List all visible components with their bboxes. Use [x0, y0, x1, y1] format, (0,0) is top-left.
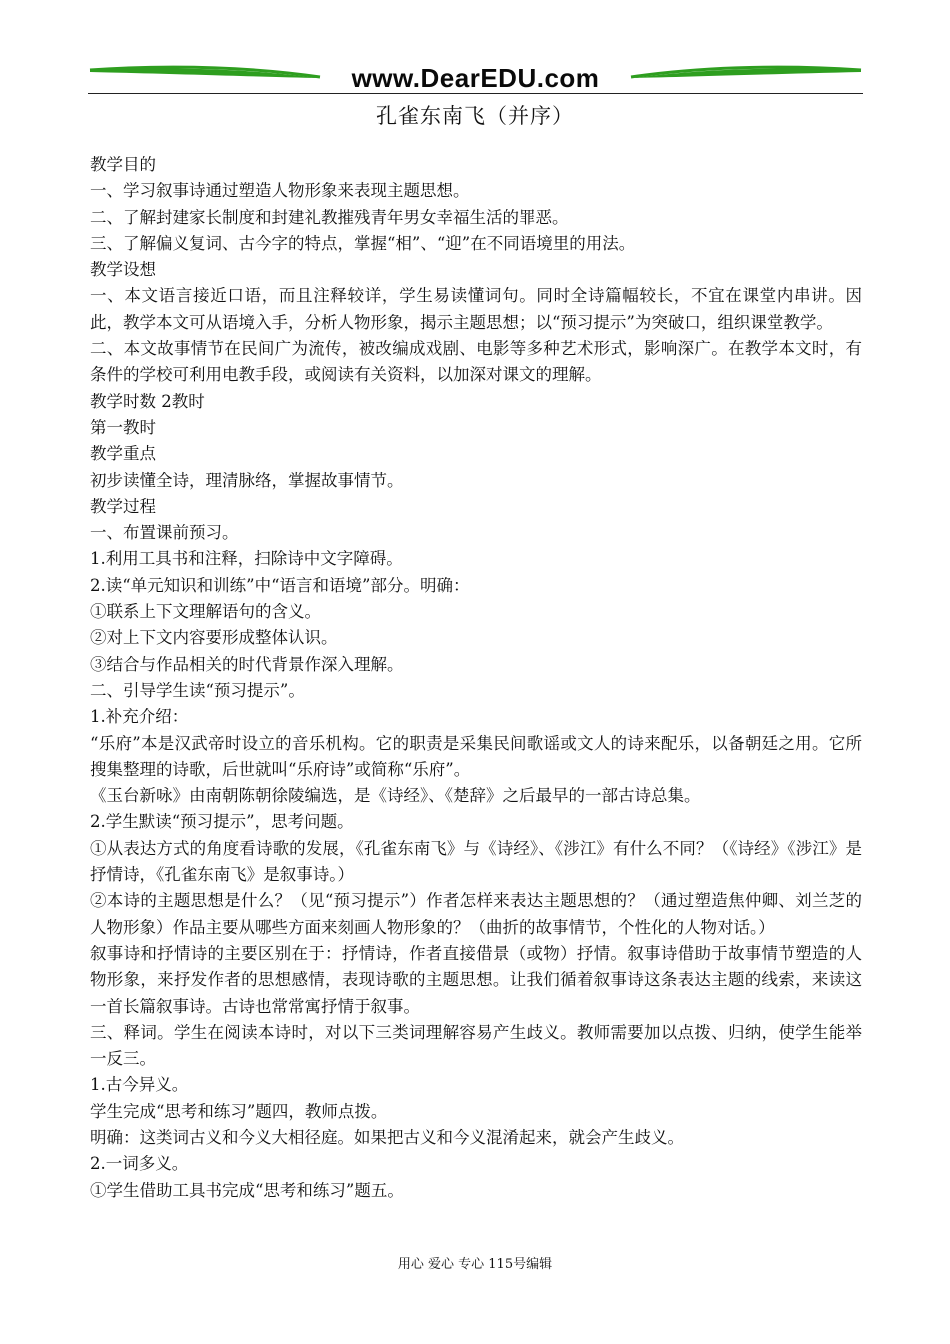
paragraph: 一、学习叙事诗通过塑造人物形象来表现主题思想。 [90, 181, 470, 201]
paragraph: 一、本文语言接近口语，而且注释较详，学生易读懂词句。同时全诗篇幅较长，不宜在课堂内串讲。因此，教学本文可从语境入手，分析人物形象，揭示主题思想；以“预习提示”为突破口，组织课堂教学。 [90, 286, 862, 332]
paragraph: 《玉台新咏》由南朝陈朝徐陵编选，是《诗经》、《楚辞》之后最早的一部古诗总集。 [90, 786, 701, 806]
site-logo: www.DearEDU.com [351, 63, 600, 93]
paragraph: 第一教时 [90, 417, 156, 437]
paragraph: 1.补充介绍： [90, 707, 189, 727]
paragraph: 2.一词多义。 [90, 1154, 189, 1174]
paragraph: 初步读懂全诗，理清脉络，掌握故事情节。 [90, 470, 404, 490]
paragraph: 教学时数 2教时 [90, 391, 205, 411]
paragraph: 学生完成“思考和练习”题四，教师点拨。 [90, 1101, 388, 1121]
paragraph: ③结合与作品相关的时代背景作深入理解。 [90, 654, 404, 674]
paragraph: 一、布置课前预习。 [90, 523, 239, 543]
paragraph: 叙事诗和抒情诗的主要区别在于：抒情诗，作者直接借景（或物）抒情。叙事诗借助于故事情节塑造的人物形象，来抒发作者的思想感情，表现诗歌的主题思想。让我们循着叙事诗这条表达主题的线索，来读这一首长篇叙事诗。古诗也常常寓抒情于叙事。 [90, 943, 862, 1016]
paragraph: ①联系上下文理解语句的含义。 [90, 602, 321, 622]
paragraph: 二、引导学生读“预习提示”。 [90, 680, 305, 700]
paragraph: “乐府”本是汉武帝时设立的音乐机构。它的职责是采集民间歌谣或文人的诗来配乐，以备朝廷之用。它所搜集整理的诗歌，后世就叫“乐府诗”或简称“乐府”。 [90, 733, 862, 779]
paragraph: 明确：这类词古义和今义大相径庭。如果把古义和今义混淆起来，就会产生歧义。 [90, 1127, 684, 1147]
page-footer: 用心 爱心 专心 115号编辑 [397, 1257, 553, 1272]
page-title: 孔雀东南飞（并序） [376, 104, 574, 128]
paragraph: 二、本文故事情节在民间广为流传，被改编成戏剧、电影等多种艺术形式，影响深广。在教学本文时，有条件的学校可利用电教手段，或阅读有关资料，以加深对课文的理解。 [90, 339, 862, 385]
header-banner [88, 60, 863, 96]
paragraph: 教学目的 [90, 155, 156, 174]
paragraph: ②本诗的主题思想是什么？（见“预习提示”）作者怎样来表达主题思想的？（通过塑造焦仲卿、刘兰芝的人物形象）作品主要从哪些方面来刻画人物形象的？（曲折的故事情节，个性化的人物对话。） [90, 891, 862, 937]
paragraph: 2.读“单元知识和训练”中“语言和语境”部分。明确： [90, 575, 470, 595]
paragraph: 1.利用工具书和注释，扫除诗中文字障碍。 [90, 549, 403, 569]
document-body [90, 152, 862, 1204]
paragraph: 1.古今异义。 [90, 1075, 189, 1095]
paragraph: ①从表达方式的角度看诗歌的发展，《孔雀东南飞》与《诗经》、《涉江》有什么不同？（《诗经》《涉江》是抒情诗，《孔雀东南飞》是叙事诗。） [90, 838, 862, 885]
paragraph: 二、了解封建家长制度和封建礼教摧残青年男女幸福生活的罪恶。 [90, 207, 569, 227]
paragraph: ②对上下文内容要形成整体认识。 [90, 628, 338, 648]
paragraph: 教学重点 [90, 444, 156, 464]
paragraph: 教学设想 [90, 260, 156, 280]
paragraph: 教学过程 [90, 496, 156, 516]
paragraph: 2.学生默读“预习提示”，思考问题。 [90, 812, 354, 832]
paragraph: ①学生借助工具书完成“思考和练习”题五。 [90, 1180, 404, 1200]
header-rule [88, 93, 863, 94]
paragraph: 三、了解偏义复词、古今字的特点，掌握“相”、“迎”在不同语境里的用法。 [90, 233, 636, 253]
paragraph: 三、释词。学生在阅读本诗时，对以下三类词理解容易产生歧义。教师需要加以点拨、归纳，使学生能举一反三。 [90, 1022, 862, 1069]
